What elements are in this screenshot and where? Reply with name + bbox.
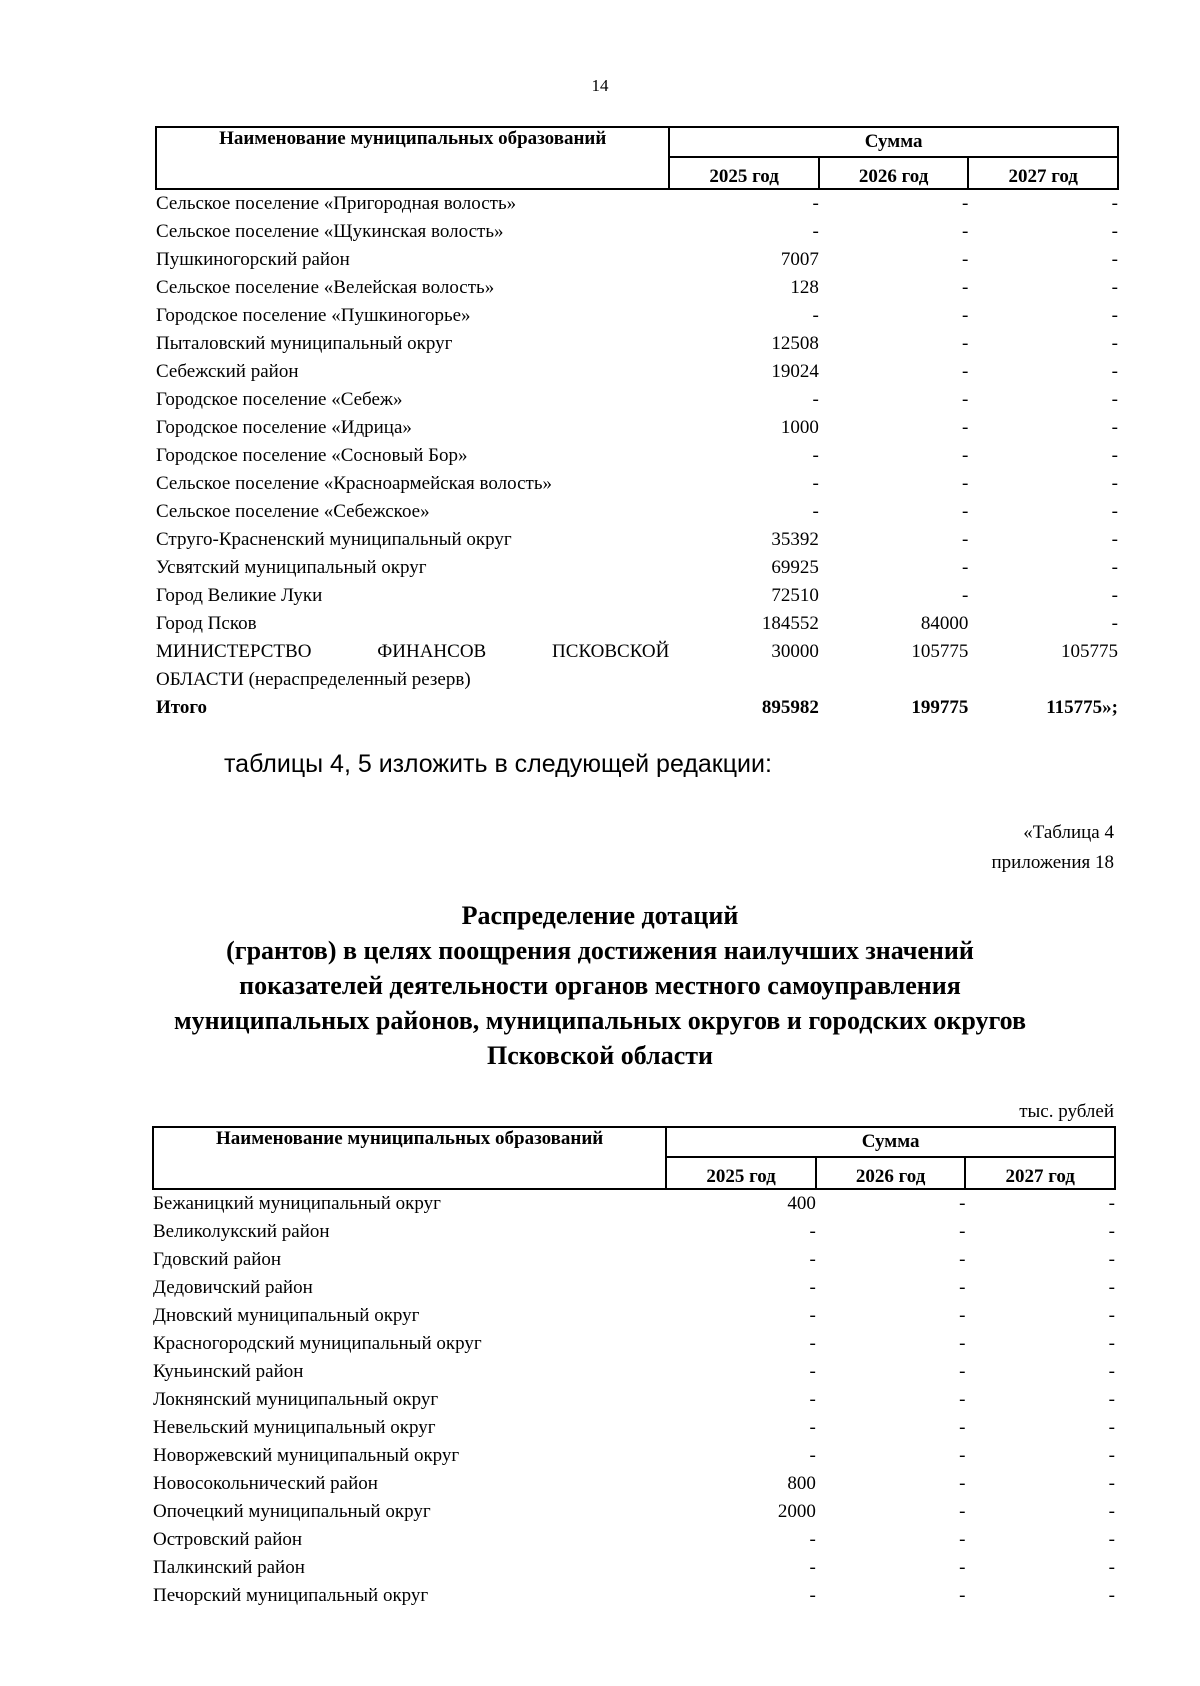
value-2027: - — [1108, 1333, 1115, 1354]
column-header-name: Наименование муниципальных образований — [153, 1127, 666, 1189]
value-2027: - — [1108, 1389, 1115, 1410]
value-2027: - — [1111, 221, 1118, 242]
row-name: Опочецкий муниципальный округ — [153, 1501, 431, 1522]
value-2025: 128 — [790, 277, 819, 298]
column-header-2025: 2025 год — [669, 157, 819, 189]
value-2026: - — [959, 1557, 966, 1578]
value-2025: - — [809, 1417, 816, 1438]
value-2027: - — [1108, 1445, 1115, 1466]
column-header-2026: 2026 год — [816, 1157, 966, 1189]
value-2025: 2000 — [777, 1501, 816, 1522]
table-row — [156, 330, 1118, 358]
value-2026: - — [959, 1277, 966, 1298]
value-2025: - — [812, 193, 819, 214]
value-2026: - — [962, 221, 969, 242]
row-name: Дедовичский район — [153, 1277, 313, 1298]
ministry-word-1: МИНИСТЕРСТВО — [156, 641, 312, 662]
row-name: Городское поселение «Сосновый Бор» — [156, 445, 468, 466]
row-name: Сельское поселение «Красноармейская волость» — [156, 473, 552, 494]
value-2025: 800 — [787, 1473, 816, 1494]
value-2025: 1000 — [780, 417, 819, 438]
table-row — [153, 1274, 1115, 1302]
value-2026: - — [962, 193, 969, 214]
table-row — [156, 470, 1118, 498]
value-2026: - — [959, 1501, 966, 1522]
value-2025: - — [812, 221, 819, 242]
column-header-2026: 2026 год — [819, 157, 969, 189]
value-2025: 69925 — [771, 557, 819, 578]
value-2026: - — [959, 1249, 966, 1270]
row-name: Пушкиногорский район — [156, 249, 350, 270]
table-row — [153, 1246, 1115, 1274]
table-row — [153, 1414, 1115, 1442]
table-row — [156, 526, 1118, 554]
value-2027: - — [1108, 1193, 1115, 1214]
value-2026: - — [959, 1585, 966, 1606]
value-2026: - — [959, 1473, 966, 1494]
column-header-name: Наименование муниципальных образований — [156, 127, 669, 189]
table-row-ministry — [156, 638, 1118, 694]
table-body — [156, 189, 1118, 638]
value-2027: - — [1111, 277, 1118, 298]
row-name: Островский район — [153, 1529, 303, 1550]
value-2027: - — [1108, 1305, 1115, 1326]
table-reference — [992, 818, 1114, 878]
row-name: Палкинский район — [153, 1557, 305, 1578]
row-name: Сельское поселение «Себежское» — [156, 501, 430, 522]
table-row — [153, 1442, 1115, 1470]
value-2027: - — [1111, 249, 1118, 270]
value-2026: 84000 — [920, 613, 969, 634]
row-name: Себежский район — [156, 361, 299, 382]
table-ref-line1: «Таблица 4 — [1023, 822, 1114, 843]
value-2025: 35392 — [771, 529, 819, 550]
table-row — [156, 246, 1118, 274]
total-2027: 115775»; — [1046, 697, 1118, 718]
value-2026: - — [959, 1445, 966, 1466]
table-row — [156, 189, 1118, 218]
table-row — [156, 498, 1118, 526]
value-2026: - — [962, 445, 969, 466]
total-label: Итого — [156, 697, 208, 718]
table-row — [153, 1358, 1115, 1386]
value-2025: 19024 — [771, 361, 819, 382]
row-name: Городское поселение «Идрица» — [156, 417, 412, 438]
row-name — [156, 638, 669, 694]
value-2025: - — [812, 473, 819, 494]
row-name: Городское поселение «Пушкиногорье» — [156, 305, 471, 326]
table-row — [153, 1386, 1115, 1414]
allocation-table-4 — [152, 1126, 1116, 1610]
value-2025: 72510 — [771, 585, 819, 606]
title-line-5: Псковской области — [486, 1041, 713, 1070]
row-name: Струго-Красненский муниципальный округ — [156, 529, 512, 550]
value-2027: - — [1111, 361, 1118, 382]
document-title — [0, 898, 1200, 1073]
value-2026: - — [959, 1221, 966, 1242]
row-name: Новосокольнический район — [153, 1473, 378, 1494]
table-row — [156, 302, 1118, 330]
value-2026: - — [959, 1305, 966, 1326]
column-header-sum: Сумма — [669, 127, 1118, 157]
value-2027: - — [1108, 1249, 1115, 1270]
table-row — [156, 442, 1118, 470]
table-row — [153, 1218, 1115, 1246]
total-2026: 199775 — [911, 697, 969, 718]
value-2026: - — [959, 1193, 966, 1214]
value-2025: - — [809, 1249, 816, 1270]
row-name: Печорский муниципальный округ — [153, 1585, 429, 1606]
table-row — [153, 1582, 1115, 1610]
table-row — [156, 610, 1118, 638]
value-2027: - — [1108, 1585, 1115, 1606]
column-header-2025: 2025 год — [666, 1157, 816, 1189]
table-row — [153, 1554, 1115, 1582]
value-2027: - — [1111, 585, 1118, 606]
value-2027: - — [1108, 1557, 1115, 1578]
table-row — [153, 1526, 1115, 1554]
column-header-2027: 2027 год — [965, 1157, 1115, 1189]
value-2026: - — [962, 305, 969, 326]
value-2026: - — [962, 501, 969, 522]
value-2027: - — [1108, 1361, 1115, 1382]
table-row — [153, 1330, 1115, 1358]
value-2026: - — [962, 557, 969, 578]
value-2027: - — [1108, 1221, 1115, 1242]
ministry-word-3: ПСКОВСКОЙ — [552, 641, 670, 662]
row-name: Великолукский район — [153, 1221, 330, 1242]
value-2025: 12508 — [771, 333, 819, 354]
value-2027: - — [1111, 417, 1118, 438]
value-2026: - — [959, 1389, 966, 1410]
table-row — [153, 1302, 1115, 1330]
value-2027: - — [1108, 1473, 1115, 1494]
amendment-instruction: таблицы 4, 5 изложить в следующей редакции: — [224, 750, 772, 778]
table-row — [156, 218, 1118, 246]
value-2026: - — [962, 249, 969, 270]
value-2025: - — [809, 1221, 816, 1242]
table-row — [156, 582, 1118, 610]
value-2027: - — [1108, 1417, 1115, 1438]
value-2026: - — [959, 1361, 966, 1382]
table-row — [156, 358, 1118, 386]
value-2025: - — [809, 1333, 816, 1354]
value-2027: - — [1108, 1529, 1115, 1550]
value-2027: - — [1111, 613, 1118, 634]
value-2026: - — [962, 361, 969, 382]
value-2026: - — [962, 277, 969, 298]
value-2026: - — [962, 333, 969, 354]
column-header-sum: Сумма — [666, 1127, 1115, 1157]
row-name: Красногородский муниципальный округ — [153, 1333, 482, 1354]
value-2025: - — [809, 1389, 816, 1410]
row-name: Бежаницкий муниципальный округ — [153, 1193, 441, 1214]
row-name: Сельское поселение «Щукинская волость» — [156, 221, 504, 242]
ministry-word-2: ФИНАНСОВ — [377, 641, 487, 662]
value-2025: - — [809, 1585, 816, 1606]
title-line-1: Распределение дотаций — [461, 901, 739, 930]
value-2025: - — [812, 305, 819, 326]
value-2025: - — [809, 1361, 816, 1382]
table-row — [156, 274, 1118, 302]
value-2027: - — [1111, 473, 1118, 494]
value-2025: 7007 — [780, 249, 819, 270]
value-2025: - — [812, 389, 819, 410]
row-name: Дновский муниципальный округ — [153, 1305, 420, 1326]
value-2027: - — [1111, 305, 1118, 326]
value-2026: - — [962, 585, 969, 606]
page-number: 14 — [591, 76, 609, 95]
value-2026: - — [959, 1529, 966, 1550]
value-2026: - — [962, 473, 969, 494]
row-name: Невельский муниципальный округ — [153, 1417, 436, 1438]
value-2027: 105775 — [1061, 641, 1118, 662]
table-row — [153, 1498, 1115, 1526]
value-2025: - — [812, 501, 819, 522]
value-2027: - — [1111, 557, 1118, 578]
value-2025: - — [812, 445, 819, 466]
value-2025: - — [809, 1277, 816, 1298]
value-2026: 105775 — [911, 641, 969, 662]
table-body — [153, 1189, 1115, 1610]
table-row — [156, 554, 1118, 582]
value-2025: - — [809, 1305, 816, 1326]
row-name: Локнянский муниципальный округ — [153, 1389, 439, 1410]
value-2027: - — [1111, 529, 1118, 550]
row-name: Город Великие Луки — [156, 585, 323, 606]
table-row-total — [156, 694, 1118, 722]
table-row — [153, 1470, 1115, 1498]
value-2025: 184552 — [761, 613, 819, 634]
row-name: Городское поселение «Себеж» — [156, 389, 403, 410]
value-2026: - — [962, 417, 969, 438]
units-label: тыс. рублей — [1019, 1101, 1114, 1122]
value-2027: - — [1111, 501, 1118, 522]
value-2026: - — [962, 389, 969, 410]
value-2025: 400 — [787, 1193, 816, 1214]
value-2027: - — [1111, 389, 1118, 410]
ministry-name-line2: ОБЛАСТИ (нераспределенный резерв) — [156, 669, 471, 690]
value-2025: 30000 — [771, 641, 819, 662]
row-name: Новоржевский муниципальный округ — [153, 1445, 460, 1466]
row-name: Усвятский муниципальный округ — [156, 557, 427, 578]
value-2025: - — [809, 1445, 816, 1466]
table-row — [153, 1189, 1115, 1218]
row-name: Сельское поселение «Велейская волость» — [156, 277, 495, 298]
value-2025: - — [809, 1529, 816, 1550]
value-2026: - — [959, 1417, 966, 1438]
table-row — [156, 414, 1118, 442]
value-2026: - — [959, 1333, 966, 1354]
value-2027: - — [1108, 1501, 1115, 1522]
allocation-table-continued — [155, 126, 1119, 722]
value-2027: - — [1108, 1277, 1115, 1298]
value-2027: - — [1111, 445, 1118, 466]
value-2025: - — [809, 1557, 816, 1578]
row-name: Пыталовский муниципальный округ — [156, 333, 453, 354]
title-line-4: муниципальных районов, муниципальных округов и городских округов — [173, 1006, 1027, 1035]
row-name: Сельское поселение «Пригородная волость» — [156, 193, 517, 214]
column-header-2027: 2027 год — [968, 157, 1118, 189]
table-row — [156, 386, 1118, 414]
row-name: Гдовский район — [153, 1249, 282, 1270]
value-2026: - — [962, 529, 969, 550]
table-ref-line2: приложения 18 — [991, 852, 1114, 873]
total-2025: 895982 — [761, 697, 819, 718]
value-2027: - — [1111, 193, 1118, 214]
title-line-2: (грантов) в целях поощрения достижения наилучших значений — [226, 936, 974, 965]
title-line-3: показателей деятельности органов местного самоуправления — [239, 971, 961, 1000]
row-name: Куньинский район — [153, 1361, 304, 1382]
row-name: Город Псков — [156, 613, 257, 634]
value-2027: - — [1111, 333, 1118, 354]
